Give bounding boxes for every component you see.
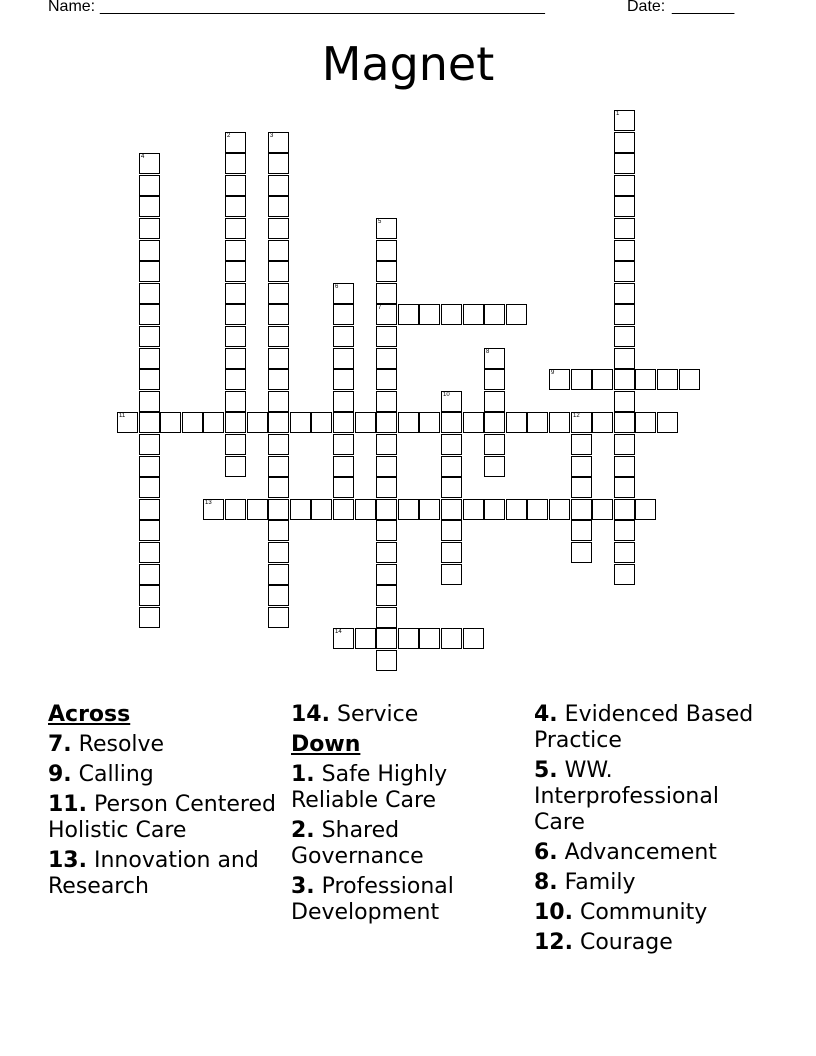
- grid-cell[interactable]: [268, 412, 289, 433]
- grid-cell[interactable]: [614, 283, 635, 304]
- grid-cell[interactable]: [571, 434, 592, 455]
- clue-number: 6.: [534, 840, 558, 865]
- grid-cell[interactable]: [592, 499, 613, 520]
- grid-cell[interactable]: [268, 564, 289, 585]
- grid-cell[interactable]: [139, 477, 160, 498]
- grid-cell[interactable]: [419, 499, 440, 520]
- grid-cell[interactable]: [225, 196, 246, 217]
- grid-cell[interactable]: [419, 304, 440, 325]
- grid-cell[interactable]: [139, 542, 160, 563]
- cell-number: 10: [443, 392, 450, 398]
- grid-cell[interactable]: [635, 499, 656, 520]
- grid-cell[interactable]: [333, 391, 354, 412]
- grid-cell[interactable]: [376, 240, 397, 261]
- clue-across-11: [48, 792, 288, 844]
- grid-cell[interactable]: [268, 240, 289, 261]
- grid-cell[interactable]: [376, 218, 397, 239]
- cell-number: 8: [486, 349, 490, 355]
- grid-cell[interactable]: [225, 391, 246, 412]
- grid-cell[interactable]: [355, 628, 376, 649]
- grid-cell[interactable]: [463, 499, 484, 520]
- clue-text: Innovation and Research: [48, 848, 259, 899]
- name-label: Name:: [48, 0, 96, 15]
- clue-down-10: [534, 900, 774, 926]
- grid-cell[interactable]: [268, 348, 289, 369]
- grid-cell[interactable]: [614, 499, 635, 520]
- cell-number: 6: [335, 284, 339, 290]
- grid-cell[interactable]: [657, 412, 678, 433]
- clue-number: 7.: [48, 732, 72, 757]
- clue-number: 11.: [48, 792, 87, 817]
- grid-cell[interactable]: [160, 412, 181, 433]
- clue-across-14: [291, 702, 531, 728]
- grid-cell[interactable]: [225, 175, 246, 196]
- grid-cell[interactable]: [549, 412, 570, 433]
- clue-text: Resolve: [78, 732, 165, 757]
- grid-cell[interactable]: [398, 412, 419, 433]
- grid-cell[interactable]: [376, 499, 397, 520]
- name-field[interactable]: __________________________________________________: [100, 0, 545, 15]
- grid-cell[interactable]: [376, 391, 397, 412]
- clue-number: 10.: [534, 900, 573, 925]
- grid-cell[interactable]: [139, 240, 160, 261]
- grid-cell[interactable]: [376, 542, 397, 563]
- clue-number: 9.: [48, 762, 72, 787]
- grid-cell[interactable]: [139, 326, 160, 347]
- cell-number: 1: [616, 111, 620, 117]
- grid-cell[interactable]: [268, 283, 289, 304]
- grid-cell[interactable]: [398, 499, 419, 520]
- grid-cell[interactable]: [398, 628, 419, 649]
- clues-column-1: [48, 702, 288, 904]
- grid-cell[interactable]: [225, 369, 246, 390]
- grid-cell[interactable]: [225, 499, 246, 520]
- grid-cell[interactable]: [592, 412, 613, 433]
- date-field[interactable]: _______: [672, 0, 735, 15]
- grid-cell[interactable]: [441, 520, 462, 541]
- grid-cell[interactable]: [441, 304, 462, 325]
- clue-text: Person Centered Holistic Care: [48, 792, 276, 843]
- grid-cell[interactable]: [376, 326, 397, 347]
- clue-down-5: [534, 758, 774, 836]
- grid-cell[interactable]: [268, 477, 289, 498]
- grid-cell[interactable]: [268, 196, 289, 217]
- grid-cell[interactable]: [333, 326, 354, 347]
- grid-cell[interactable]: [355, 412, 376, 433]
- grid-cell[interactable]: [268, 153, 289, 174]
- clue-across-9: [48, 762, 288, 788]
- across-heading: Across: [48, 702, 131, 727]
- grid-cell[interactable]: [441, 434, 462, 455]
- grid-cell[interactable]: [139, 391, 160, 412]
- grid-cell[interactable]: [571, 477, 592, 498]
- grid-cell[interactable]: [117, 412, 138, 433]
- grid-cell[interactable]: [484, 348, 505, 369]
- grid-cell[interactable]: [268, 520, 289, 541]
- cell-number: 9: [551, 370, 555, 376]
- grid-cell[interactable]: [139, 456, 160, 477]
- cell-number: 3: [270, 133, 274, 139]
- grid-cell[interactable]: [225, 283, 246, 304]
- grid-cell[interactable]: [657, 369, 678, 390]
- grid-cell[interactable]: [139, 412, 160, 433]
- grid-cell[interactable]: [592, 369, 613, 390]
- grid-cell[interactable]: [333, 628, 354, 649]
- grid-cell[interactable]: [203, 499, 224, 520]
- grid-cell[interactable]: [376, 261, 397, 282]
- grid-cell[interactable]: [614, 348, 635, 369]
- grid-cell[interactable]: [484, 304, 505, 325]
- grid-cell[interactable]: [614, 326, 635, 347]
- grid-cell[interactable]: [614, 175, 635, 196]
- grid-cell[interactable]: [614, 564, 635, 585]
- clue-number: 3.: [291, 874, 315, 899]
- cell-number: 2: [227, 133, 231, 139]
- grid-cell[interactable]: [441, 628, 462, 649]
- grid-cell[interactable]: [268, 456, 289, 477]
- cell-number: 4: [141, 154, 145, 160]
- clue-text: Courage: [579, 930, 673, 955]
- grid-cell[interactable]: [333, 499, 354, 520]
- clue-number: 1.: [291, 762, 315, 787]
- clue-down-3: [291, 874, 531, 926]
- grid-cell[interactable]: [614, 304, 635, 325]
- grid-cell[interactable]: [614, 110, 635, 131]
- grid-cell[interactable]: [419, 628, 440, 649]
- grid-cell[interactable]: [376, 607, 397, 628]
- grid-cell[interactable]: [484, 434, 505, 455]
- grid-cell[interactable]: [549, 499, 570, 520]
- grid-cell[interactable]: [571, 412, 592, 433]
- grid-cell[interactable]: [268, 391, 289, 412]
- grid-cell[interactable]: [139, 153, 160, 174]
- grid-cell[interactable]: [268, 542, 289, 563]
- grid-cell[interactable]: [527, 499, 548, 520]
- clue-down-8: [534, 870, 774, 896]
- grid-cell[interactable]: [441, 499, 462, 520]
- clue-text: Safe Highly Reliable Care: [291, 762, 448, 813]
- grid-cell[interactable]: [139, 585, 160, 606]
- grid-cell[interactable]: [182, 412, 203, 433]
- grid-cell[interactable]: [419, 412, 440, 433]
- grid-cell[interactable]: [333, 456, 354, 477]
- puzzle-title: Magnet: [321, 37, 495, 91]
- grid-cell[interactable]: [441, 456, 462, 477]
- grid-cell[interactable]: [614, 477, 635, 498]
- clue-number: 12.: [534, 930, 573, 955]
- grid-cell[interactable]: [441, 542, 462, 563]
- grid-cell[interactable]: [139, 607, 160, 628]
- grid-cell[interactable]: [225, 456, 246, 477]
- grid-cell[interactable]: [571, 520, 592, 541]
- clue-number: 5.: [534, 758, 558, 783]
- grid-cell[interactable]: [247, 412, 268, 433]
- clue-across-7: [48, 732, 288, 758]
- grid-cell[interactable]: [571, 499, 592, 520]
- grid-cell[interactable]: [376, 564, 397, 585]
- grid-cell[interactable]: [268, 218, 289, 239]
- grid-cell[interactable]: [311, 412, 332, 433]
- grid-cell[interactable]: [463, 412, 484, 433]
- grid-cell[interactable]: [225, 261, 246, 282]
- grid-cell[interactable]: [225, 326, 246, 347]
- cell-number: 5: [378, 219, 382, 225]
- grid-cell[interactable]: [268, 499, 289, 520]
- grid-cell[interactable]: [376, 434, 397, 455]
- grid-cell[interactable]: [333, 369, 354, 390]
- grid-cell[interactable]: [614, 520, 635, 541]
- grid-cell[interactable]: [527, 412, 548, 433]
- grid-cell[interactable]: [225, 304, 246, 325]
- clue-down-4: [534, 702, 774, 754]
- grid-cell[interactable]: [225, 153, 246, 174]
- clue-down-2: [291, 818, 531, 870]
- grid-cell[interactable]: [333, 477, 354, 498]
- grid-cell[interactable]: [635, 369, 656, 390]
- grid-cell[interactable]: [139, 304, 160, 325]
- grid-cell[interactable]: [225, 348, 246, 369]
- clue-text: Professional Development: [291, 874, 454, 925]
- clue-text: WW. Interprofessional Care: [534, 758, 719, 835]
- grid-cell[interactable]: [614, 456, 635, 477]
- grid-cell[interactable]: [614, 542, 635, 563]
- clue-text: Shared Governance: [291, 818, 424, 869]
- grid-cell[interactable]: [139, 499, 160, 520]
- grid-cell[interactable]: [333, 434, 354, 455]
- grid-cell[interactable]: [247, 499, 268, 520]
- grid-cell[interactable]: [484, 456, 505, 477]
- grid-cell[interactable]: [268, 607, 289, 628]
- grid-cell[interactable]: [376, 283, 397, 304]
- grid-cell[interactable]: [225, 412, 246, 433]
- grid-cell[interactable]: [398, 304, 419, 325]
- clue-text: Evidenced Based Practice: [534, 702, 754, 753]
- grid-cell[interactable]: [376, 650, 397, 671]
- grid-cell[interactable]: [290, 412, 311, 433]
- grid-cell[interactable]: [290, 499, 311, 520]
- grid-cell[interactable]: [679, 369, 700, 390]
- grid-cell[interactable]: [506, 304, 527, 325]
- grid-cell[interactable]: [463, 304, 484, 325]
- clue-text: Community: [579, 900, 708, 925]
- grid-cell[interactable]: [139, 283, 160, 304]
- grid-cell[interactable]: [355, 499, 376, 520]
- grid-cell[interactable]: [376, 628, 397, 649]
- grid-cell[interactable]: [441, 564, 462, 585]
- grid-cell[interactable]: [571, 369, 592, 390]
- grid-cell[interactable]: [333, 412, 354, 433]
- grid-cell[interactable]: [268, 261, 289, 282]
- clue-down-1: [291, 762, 531, 814]
- grid-cell[interactable]: [333, 283, 354, 304]
- clue-number: 14.: [291, 702, 330, 727]
- down-heading: Down: [291, 732, 361, 757]
- grid-cell[interactable]: [139, 369, 160, 390]
- grid-cell[interactable]: [376, 412, 397, 433]
- grid-cell[interactable]: [376, 369, 397, 390]
- clue-down-6: [534, 840, 774, 866]
- grid-cell[interactable]: [506, 412, 527, 433]
- clue-number: 13.: [48, 848, 87, 873]
- clue-across-13: [48, 848, 288, 900]
- grid-cell[interactable]: [376, 456, 397, 477]
- grid-cell[interactable]: [139, 434, 160, 455]
- grid-cell[interactable]: [139, 520, 160, 541]
- grid-cell[interactable]: [484, 412, 505, 433]
- grid-cell[interactable]: [139, 218, 160, 239]
- grid-cell[interactable]: [333, 304, 354, 325]
- grid-cell[interactable]: [268, 369, 289, 390]
- grid-cell[interactable]: [463, 628, 484, 649]
- clues-column-3: [534, 702, 774, 960]
- cell-number: 7: [378, 305, 382, 311]
- clue-text: Advancement: [564, 840, 717, 865]
- grid-cell[interactable]: [268, 132, 289, 153]
- grid-cell[interactable]: [441, 391, 462, 412]
- grid-cell[interactable]: [506, 499, 527, 520]
- grid-cell[interactable]: [139, 564, 160, 585]
- clue-text: Family: [564, 870, 636, 895]
- grid-cell[interactable]: [139, 196, 160, 217]
- grid-cell[interactable]: [484, 499, 505, 520]
- grid-cell[interactable]: [268, 175, 289, 196]
- grid-cell[interactable]: [376, 348, 397, 369]
- grid-cell[interactable]: [311, 499, 332, 520]
- cell-number: 11: [119, 413, 126, 419]
- grid-cell[interactable]: [441, 412, 462, 433]
- grid-cell[interactable]: [614, 196, 635, 217]
- grid-cell[interactable]: [139, 261, 160, 282]
- clue-number: 2.: [291, 818, 315, 843]
- grid-cell[interactable]: [484, 391, 505, 412]
- grid-cell[interactable]: [225, 240, 246, 261]
- grid-cell[interactable]: [614, 412, 635, 433]
- cell-number: 13: [205, 500, 212, 506]
- grid-cell[interactable]: [203, 412, 224, 433]
- grid-cell[interactable]: [139, 348, 160, 369]
- grid-cell[interactable]: [571, 456, 592, 477]
- grid-cell[interactable]: [441, 477, 462, 498]
- grid-cell[interactable]: [376, 304, 397, 325]
- grid-cell[interactable]: [225, 132, 246, 153]
- grid-cell[interactable]: [268, 585, 289, 606]
- grid-cell[interactable]: [614, 218, 635, 239]
- grid-cell[interactable]: [139, 175, 160, 196]
- grid-cell[interactable]: [268, 326, 289, 347]
- grid-cell[interactable]: [614, 153, 635, 174]
- cell-number: 12: [573, 413, 580, 419]
- clue-text: Service: [336, 702, 419, 727]
- grid-cell[interactable]: [614, 391, 635, 412]
- clue-down-12: [534, 930, 774, 956]
- grid-cell[interactable]: [614, 369, 635, 390]
- clue-text: Calling: [78, 762, 154, 787]
- cell-number: 14: [335, 629, 342, 635]
- grid-cell[interactable]: [549, 369, 570, 390]
- grid-cell[interactable]: [268, 304, 289, 325]
- clue-number: 8.: [534, 870, 558, 895]
- clue-number: 4.: [534, 702, 558, 727]
- grid-cell[interactable]: [268, 434, 289, 455]
- grid-cell[interactable]: [484, 369, 505, 390]
- clues-column-2: [291, 702, 531, 930]
- date-label: Date:: [627, 0, 666, 15]
- grid-cell[interactable]: [614, 240, 635, 261]
- grid-cell[interactable]: [376, 477, 397, 498]
- grid-cell[interactable]: [614, 434, 635, 455]
- grid-cell[interactable]: [225, 434, 246, 455]
- grid-cell[interactable]: [376, 520, 397, 541]
- grid-cell[interactable]: [614, 261, 635, 282]
- grid-cell[interactable]: [571, 542, 592, 563]
- grid-cell[interactable]: [376, 585, 397, 606]
- grid-cell[interactable]: [225, 218, 246, 239]
- grid-cell[interactable]: [635, 412, 656, 433]
- grid-cell[interactable]: [333, 348, 354, 369]
- grid-cell[interactable]: [614, 132, 635, 153]
